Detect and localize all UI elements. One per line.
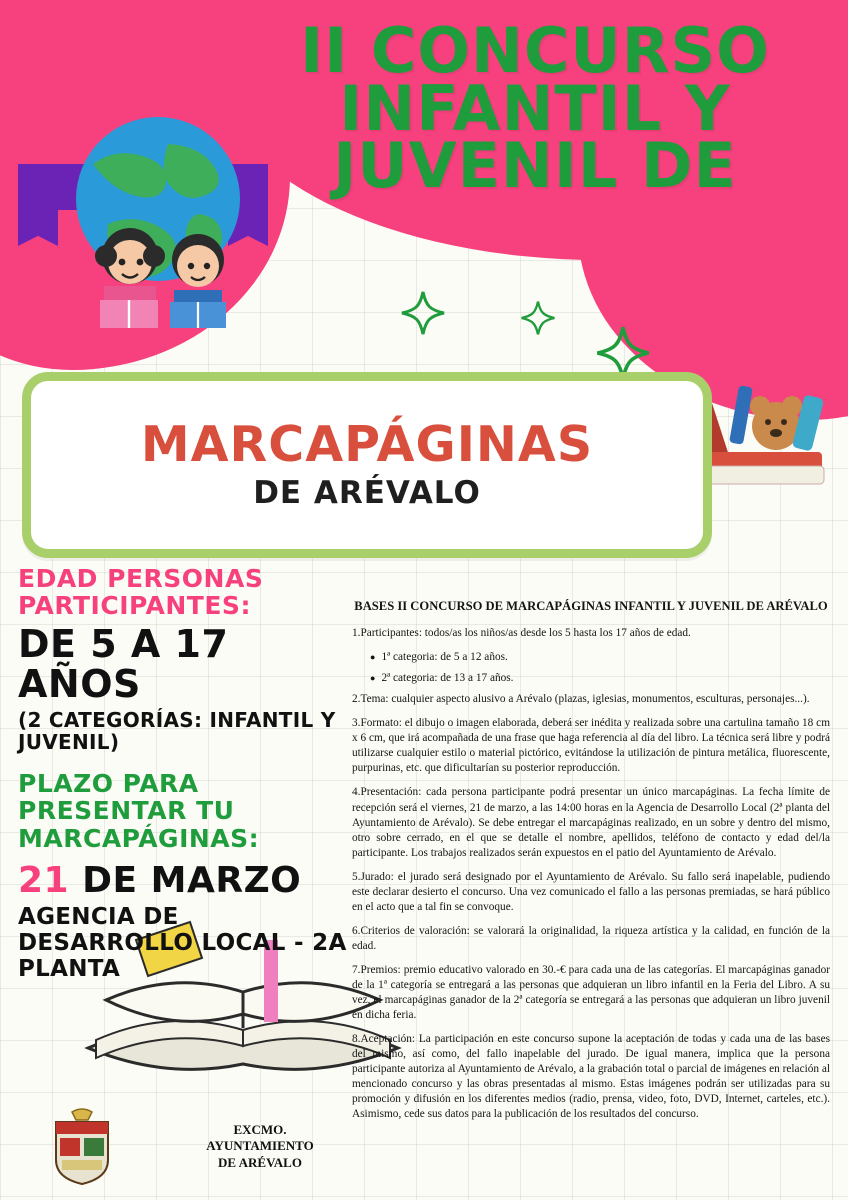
- footer-authority: [130, 1122, 390, 1171]
- rule-item: 2.Tema: cualquier aspecto alusivo a Arévalo (plazas, iglesias, monumentos, esculturas, personajes...).: [352, 693, 810, 706]
- footer-line-1: EXCMO.: [233, 1122, 287, 1137]
- sparkle-icon: [520, 300, 556, 336]
- rule-item: 8.Aceptación: La participación en este concurso supone la aceptación de todas y cada una de las bases del mismo, así como, del fallo inapelable del jurado. De igual manera, implica que la persona participante autoriza al Ayuntamiento de Arévalo, a la grabación total o parcial de imágenes en relación al mencionado concurso y las obras presentadas al mismo. Estas imágenes podrán ser utilizadas para su promoción y difusión en los diferentes medios (radio, prensa, video, foto, DVD, Internet, carteles, etc.). Asimismo, cede sus datos para la publicación de los resultados del concurso.: [352, 1032, 830, 1120]
- title-line-3: JUVENIL DE: [333, 129, 737, 203]
- coat-of-arms-icon: [50, 1108, 114, 1186]
- age-value: DE 5 A 17 AÑOS: [18, 622, 229, 706]
- title-line-1: II CONCURSO: [300, 14, 770, 87]
- rules-text-block: [352, 598, 830, 1131]
- highlight-main-text: MARCAPÁGINAS: [140, 415, 594, 473]
- highlight-box: [22, 372, 712, 558]
- footer-line-3: DE ARÉVALO: [218, 1154, 302, 1170]
- footer-line-2: AYUNTAMIENTO: [206, 1138, 314, 1154]
- submission-place: AGENCIA DE DESARROLLO LOCAL - 2A PLANTA: [18, 904, 347, 982]
- left-info-column: [18, 565, 348, 982]
- rule-item: 1.Participantes: todos/as los niños/as desde los 5 hasta los 17 años de edad.: [352, 627, 691, 640]
- categories-note: (2 CATEGORÍAS: INFANTIL Y JUVENIL): [18, 707, 336, 755]
- age-label: EDAD PERSONAS PARTICIPANTES:: [18, 564, 264, 620]
- title-line-2: INFANTIL Y: [339, 71, 731, 145]
- rules-heading: BASES II CONCURSO DE MARCAPÁGINAS INFANTIL Y JUVENIL DE ARÉVALO: [354, 599, 828, 613]
- rule-bullet: ● 1ª categoria: de 5 a 12 años.: [370, 650, 830, 665]
- rule-item: 5.Jurado: el jurado será designado por el Ayuntamiento de Arévalo. Su fallo será inapelable, pudiendo este declarar desierto el concurso. Una vez comunicado el fallo a las personas premiadas, se hará público en el acto que a tal fin se convoque.: [352, 870, 830, 913]
- globe-kids-illustration: [48, 104, 268, 344]
- deadline-day: 21: [18, 860, 70, 902]
- deadline-month: DE MARZO: [82, 860, 302, 902]
- highlight-sub-text: DE ARÉVALO: [253, 474, 481, 511]
- rule-item: 3.Formato: el dibujo o imagen elaborada, deberá ser inédita y realizada sobre una cartulina tamaño 18 cm x 6 cm, que irá acompañada de una frase que haga referencia al día del libro. La técnica será libre y podrá utilizarse cualquier estilo o material pictórico, evitándose la utilización de pintura metálica, fluorescente, purpurinas, etc. que dificultarían su posterior reproducción.: [352, 717, 830, 775]
- rule-item: 4.Presentación: cada persona participante podrá presentar un único marcapáginas. La fecha límite de recepción será el viernes, 21 de marzo, a las 14:00 horas en la Agencia de Desarrollo Local (2ª planta del Ayuntamiento de Arévalo). Se debe entregar el marcapáginas realizado, en un sobre y dentro del mismo, otro sobre cerrado, en el que se detalle el nombre, apellidos, teléfono de contacto y edad del/la participante. Los trabajos realizados serán expuestos en el patio del Ayuntamiento de Arévalo.: [352, 786, 830, 859]
- rule-item: 7.Premios: premio educativo valorado en 30.-€ para cada una de las categorías. El marcapáginas ganador de la 1ª categoría se entregará a las personas que adquieran un libro infantil en la Feria del Libro. A su vez, el marcapáginas ganador de la 2ª categoría se entregará a las personas que adquieran un libro juvenil en dicha feria.: [352, 963, 830, 1021]
- rule-bullet: ● 2ª categoria: de 13 a 17 años.: [370, 671, 830, 686]
- sparkle-icon: [400, 290, 446, 336]
- rule-item: 6.Criterios de valoración: se valorará la originalidad, la riqueza artística y la calidad, en función de la edad.: [352, 924, 830, 952]
- page-title: [235, 14, 835, 203]
- deadline-label: PLAZO PARA PRESENTAR TU MARCAPÁGINAS:: [18, 768, 260, 853]
- deadline-date: [18, 860, 348, 901]
